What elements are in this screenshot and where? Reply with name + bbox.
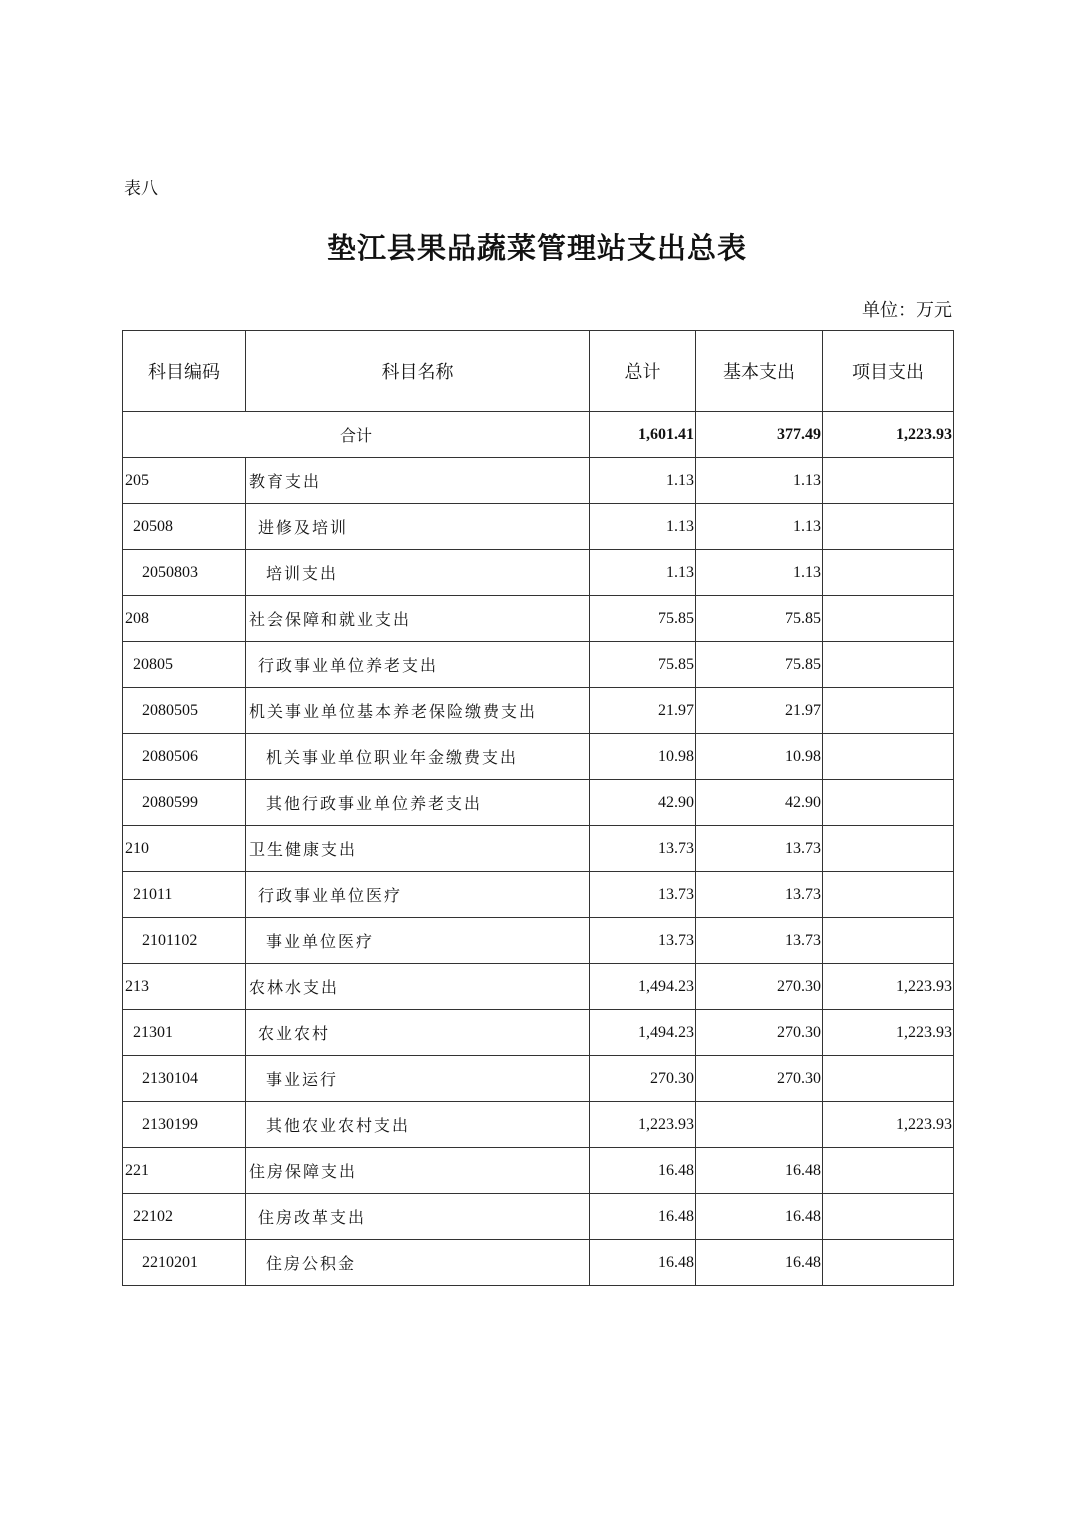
row-name: 培训支出 <box>246 550 590 596</box>
header-row <box>123 331 954 412</box>
row-basic: 75.85 <box>696 596 823 642</box>
total-sum: 1,601.41 <box>590 412 696 458</box>
row-code: 21011 <box>123 872 246 918</box>
total-basic: 377.49 <box>696 412 823 458</box>
total-label: 合计 <box>123 412 590 458</box>
row-total: 13.73 <box>590 872 696 918</box>
row-basic: 1.13 <box>696 550 823 596</box>
row-code: 20805 <box>123 642 246 688</box>
table-row <box>123 458 954 504</box>
row-name: 行政事业单位医疗 <box>246 872 590 918</box>
table-number-label: 表八 <box>124 179 158 199</box>
row-name: 行政事业单位养老支出 <box>246 642 590 688</box>
row-project: 1,223.93 <box>823 1010 954 1056</box>
table-row <box>123 1194 954 1240</box>
row-code: 213 <box>123 964 246 1010</box>
table-row <box>123 826 954 872</box>
table-row <box>123 1056 954 1102</box>
row-code: 210 <box>123 826 246 872</box>
row-code: 2080505 <box>123 688 246 734</box>
row-name: 机关事业单位基本养老保险缴费支出 <box>246 688 590 734</box>
row-name: 农业农村 <box>246 1010 590 1056</box>
row-project <box>823 872 954 918</box>
row-total: 75.85 <box>590 596 696 642</box>
row-basic: 10.98 <box>696 734 823 780</box>
row-name: 事业单位医疗 <box>246 918 590 964</box>
total-row <box>123 412 954 458</box>
table-row <box>123 688 954 734</box>
row-total: 1.13 <box>590 550 696 596</box>
row-total: 270.30 <box>590 1056 696 1102</box>
row-basic: 75.85 <box>696 642 823 688</box>
row-code: 221 <box>123 1148 246 1194</box>
row-total: 13.73 <box>590 826 696 872</box>
row-project <box>823 688 954 734</box>
row-basic: 42.90 <box>696 780 823 826</box>
row-basic: 16.48 <box>696 1148 823 1194</box>
row-project <box>823 458 954 504</box>
row-total: 16.48 <box>590 1148 696 1194</box>
row-code: 2210201 <box>123 1240 246 1286</box>
header-name: 科目名称 <box>246 331 590 412</box>
header-basic: 基本支出 <box>696 331 823 412</box>
row-code: 22102 <box>123 1194 246 1240</box>
row-project <box>823 504 954 550</box>
row-project: 1,223.93 <box>823 1102 954 1148</box>
row-code: 2130104 <box>123 1056 246 1102</box>
row-name: 机关事业单位职业年金缴费支出 <box>246 734 590 780</box>
row-project <box>823 550 954 596</box>
row-basic: 13.73 <box>696 918 823 964</box>
row-name: 住房保障支出 <box>246 1148 590 1194</box>
row-name: 社会保障和就业支出 <box>246 596 590 642</box>
row-project <box>823 780 954 826</box>
row-project <box>823 642 954 688</box>
row-total: 1,494.23 <box>590 1010 696 1056</box>
row-name: 教育支出 <box>246 458 590 504</box>
row-code: 21301 <box>123 1010 246 1056</box>
row-project <box>823 1056 954 1102</box>
row-name: 其他农业农村支出 <box>246 1102 590 1148</box>
table-row <box>123 780 954 826</box>
row-basic <box>696 1102 823 1148</box>
row-name: 农林水支出 <box>246 964 590 1010</box>
row-code: 2050803 <box>123 550 246 596</box>
row-code: 205 <box>123 458 246 504</box>
row-project <box>823 734 954 780</box>
row-code: 20508 <box>123 504 246 550</box>
row-basic: 270.30 <box>696 1056 823 1102</box>
header-project: 项目支出 <box>823 331 954 412</box>
row-basic: 270.30 <box>696 1010 823 1056</box>
table-row <box>123 964 954 1010</box>
table-row <box>123 1102 954 1148</box>
table-row <box>123 504 954 550</box>
table-row <box>123 596 954 642</box>
row-total: 42.90 <box>590 780 696 826</box>
row-total: 1.13 <box>590 458 696 504</box>
row-name: 事业运行 <box>246 1056 590 1102</box>
row-name: 进修及培训 <box>246 504 590 550</box>
row-total: 13.73 <box>590 918 696 964</box>
table-row <box>123 550 954 596</box>
row-total: 1,494.23 <box>590 964 696 1010</box>
row-code: 2101102 <box>123 918 246 964</box>
row-code: 2080599 <box>123 780 246 826</box>
row-total: 1.13 <box>590 504 696 550</box>
document-title: 垫江县果品蔬菜管理站支出总表 <box>326 231 747 265</box>
row-basic: 1.13 <box>696 458 823 504</box>
row-total: 16.48 <box>590 1194 696 1240</box>
table-row <box>123 1010 954 1056</box>
row-project <box>823 1148 954 1194</box>
row-basic: 13.73 <box>696 872 823 918</box>
expenditure-table <box>122 330 954 1286</box>
row-basic: 21.97 <box>696 688 823 734</box>
row-project <box>823 918 954 964</box>
row-total: 21.97 <box>590 688 696 734</box>
table-row <box>123 1240 954 1286</box>
row-basic: 13.73 <box>696 826 823 872</box>
row-code: 2080506 <box>123 734 246 780</box>
table-row <box>123 642 954 688</box>
total-project: 1,223.93 <box>823 412 954 458</box>
table-row <box>123 1148 954 1194</box>
row-total: 10.98 <box>590 734 696 780</box>
table-row <box>123 872 954 918</box>
row-name: 卫生健康支出 <box>246 826 590 872</box>
row-total: 75.85 <box>590 642 696 688</box>
row-basic: 1.13 <box>696 504 823 550</box>
row-project: 1,223.93 <box>823 964 954 1010</box>
row-project <box>823 826 954 872</box>
row-code: 208 <box>123 596 246 642</box>
row-project <box>823 1194 954 1240</box>
row-name: 其他行政事业单位养老支出 <box>246 780 590 826</box>
header-code: 科目编码 <box>123 331 246 412</box>
row-total: 16.48 <box>590 1240 696 1286</box>
row-basic: 270.30 <box>696 964 823 1010</box>
header-total: 总计 <box>590 331 696 412</box>
row-name: 住房改革支出 <box>246 1194 590 1240</box>
row-total: 1,223.93 <box>590 1102 696 1148</box>
row-project <box>823 596 954 642</box>
row-project <box>823 1240 954 1286</box>
row-basic: 16.48 <box>696 1240 823 1286</box>
table-row <box>123 734 954 780</box>
unit-label: 单位：万元 <box>862 300 952 321</box>
row-name: 住房公积金 <box>246 1240 590 1286</box>
row-code: 2130199 <box>123 1102 246 1148</box>
table-row <box>123 918 954 964</box>
row-basic: 16.48 <box>696 1194 823 1240</box>
